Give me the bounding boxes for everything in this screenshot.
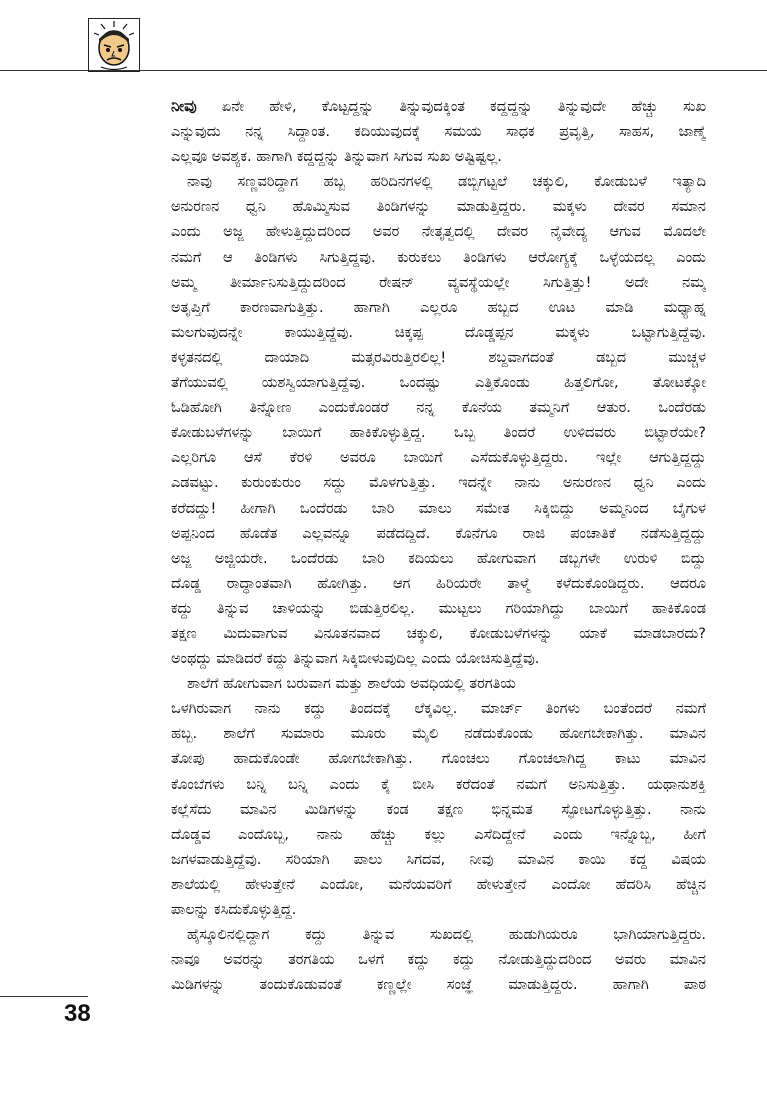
text-line: ಎಂದು ಅಜ್ಜ ಹೇಳುತ್ತಿದ್ದುದರಿಂದ ಅವರ ನೇತೃತ್ವದಲ್ಲಿ ದೇವರ ನೈವೇದ್ಯ ಆಗುವ ಮೊದಲೇ [171,224,706,241]
text-line: ಅಜ್ಜ ಅಜ್ಜಿಯರೇ. ಒಂದೆರಡು ಬಾರಿ ಕದಿಯಲು ಹೋಗುವಾಗ ಡಬ್ಬಗಳೇ ಉರುಳಿ ಬಿದ್ದು [171,550,706,567]
text-line: ಕಲ್ಲೆಸೆದು ಮಾವಿನ ಮಿಡಿಗಳನ್ನು ಕಂಡ ತಕ್ಷಣ ಭಿನ್ನಮತ ಸ್ಫೋಟಗೊಳ್ಳುತ್ತಿತ್ತು. ನಾನು [171,801,706,818]
text-line: ತೆಗೆಯುವಲ್ಲಿ ಯಶಸ್ವಿಯಾಗುತ್ತಿದ್ದೆವು. ಒಂದಷ್ಟು ಎತ್ತಿಕೊಂಡು ಹಿತ್ತಲಿಗೋ, ತೋಟಕ್ಕೋ [171,375,706,392]
text-line: ಅತೃಪ್ತಿಗೆ ಕಾರಣವಾಗುತ್ತಿತ್ತು. ಹಾಗಾಗಿ ಎಲ್ಲರೂ ಹಬ್ಬದ ಊಟ ಮಾಡಿ ಮಧ್ಯಾಹ್ನ [171,299,706,316]
text-line: ಹೈಸ್ಕೂಲಿನಲ್ಲಿದ್ದಾಗ ಕದ್ದು ತಿನ್ನುವ ಸುಖದಲ್ಲಿ ಹುಡುಗಿಯರೂ ಭಾಗಿಯಾಗುತ್ತಿದ್ದರು. [187,927,706,944]
text-line: ಶಾಲೆಯಲ್ಲಿ ಹೇಳುತ್ತೇನೆ ಎಂದೋ, ಮನೆಯವರಿಗೆ ಹೇಳುತ್ತೇನೆ ಎಂದೋ ಹೆದರಿಸಿ ಹೆಚ್ಚಿನ [171,876,706,893]
paragraph-3 [171,672,706,923]
text-line: ಶಾಲೆಗೆ ಹೋಗುವಾಗ ಬರುವಾಗ ಮತ್ತು ಶಾಲೆಯ ಅವಧಿಯಲ್ಲಿ ತರಗತಿಯ [187,676,516,693]
lead-word: ನೀವು [171,97,197,115]
text-line: ಹಬ್ಬ. ಶಾಲೆಗೆ ಸುಮಾರು ಮೂರು ಮೈಲಿ ನಡೆದುಕೊಂಡು ಹೋಗಬೇಕಾಗಿತ್ತು. ಮಾವಿನ [171,726,706,743]
paragraph-4 [171,923,706,998]
text-line: ಅಪ್ಪನಿಂದ ಹೊಡೆತ ಎಲ್ಲವನ್ನೂ ಪಡೆದದ್ದಿದೆ. ಕೊನೆಗೂ ರಾಜಿ ಪಂಚಾತಿಕೆ ನಡೆಸುತ್ತಿದ್ದದ್ದು [171,525,706,542]
text-line: ಒಳಗಿರುವಾಗ ನಾನು ಕದ್ದು ತಿಂದದಕ್ಕೆ ಲೆಕ್ಕವಿಲ್ಲ. ಮಾರ್ಚ್ ತಿಂಗಳು ಬಂತೆಂದರೆ ನಮಗೆ [171,701,706,718]
header-logo [88,18,140,72]
text-line: ಎಲ್ಲವೂ ಅವಶ್ಯಕ. ಹಾಗಾಗಿ ಕದ್ದದ್ದನ್ನು ತಿನ್ನುವಾಗ ಸಿಗುವ ಸುಖ ಅಷ್ಟಿಷ್ಟಲ್ಲ. [171,149,502,166]
text-line: ಅಂಥದ್ದು ಮಾಡಿದರೆ ಕದ್ದು ತಿನ್ನುವಾಗ ಸಿಕ್ಕಿಬೀಳುವುದಿಲ್ಲ ಎಂದು ಯೋಚಿಸುತ್ತಿದ್ದೆವು. [171,651,540,668]
text-line: ಎಡವಟ್ಟು. ಕುರುಂಕುರುಂ ಸದ್ದು ಮೊಳಗುತ್ತಿತ್ತು. ಇದನ್ನೇ ನಾನು ಅನುರಣನ ಧ್ವನಿ ಎಂದು [171,475,706,492]
text-line: ದೊಡ್ಡ ರಾದ್ಧಾಂತವಾಗಿ ಹೋಗಿತ್ತು. ಆಗ ಹಿರಿಯರೇ ತಾಳ್ಮೆ ಕಳೆದುಕೊಂಡಿದ್ದರು. ಆದರೂ [171,575,706,592]
text-line: ನಮಗೆ ಆ ತಿಂಡಿಗಳು ಸಿಗುತ್ತಿದ್ದವು. ಕುರುಕಲು ತಿಂಡಿಗಳು ಆರೋಗ್ಯಕ್ಕೆ ಒಳ್ಳೆಯದಲ್ಲ ಎಂದು [171,249,706,266]
text-line: ಎನ್ನುವುದು ನನ್ನ ಸಿದ್ದಾಂತ. ಕದಿಯುವುದಕ್ಕೆ ಸಮಯ ಸಾಧಕ ಪ್ರವೃತ್ತಿ, ಸಾಹಸ, ಜಾಣ್ಮೆ [171,124,706,141]
text-line: ಓಡಿಹೋಗಿ ತಿನ್ನೋಣ ಎಂದುಕೊಂಡರೆ ನನ್ನ ಕೊನೆಯ ತಮ್ಮನಿಗೆ ಆತುರ. ಒಂದೆರಡು [171,400,706,417]
text-line: ಪಾಲನ್ನು ಕಸಿದುಕೊಳ್ಳುತ್ತಿದ್ದ. [171,902,297,918]
paragraph-2 [171,170,706,672]
text-line: ಎಲ್ಲರಿಗೂ ಆಸೆ ಕೆರಳಿ ಅವರೂ ಬಾಯಿಗೆ ಎಸೆದುಕೊಳ್ಳುತ್ತಿದ್ದರು. ಇಲ್ಲೇ ಆಗುತ್ತಿದ್ದದ್ದು [171,450,706,467]
article-body [171,94,706,998]
header-rule [0,70,767,71]
text-line: ಕದ್ದು ತಿನ್ನುವ ಚಾಳಿಯನ್ನು ಬಿಡುತ್ತಿರಲಿಲ್ಲ. ಮುಟ್ಟಲು ಗರಿಯಾಗಿದ್ದು ಬಾಯಿಗೆ ಹಾಕಿಕೊಂಡ [171,600,706,617]
text-line: ಅನುರಣನ ಧ್ವನಿ ಹೊಮ್ಮಿಸುವ ತಿಂಡಿಗಳನ್ನು ಮಾಡುತ್ತಿದ್ದರು. ಮಕ್ಕಳು ದೇವರ ಸಮಾನ [171,199,706,216]
text-line: ಮಿಡಿಗಳನ್ನು ತಂದುಕೊಡುವಂತೆ ಕಣ್ಣಲ್ಲೇ ಸಂಜ್ಞೆ ಮಾಡುತ್ತಿದ್ದರು. ಹಾಗಾಗಿ ಪಾಠ [171,977,706,994]
cartoon-face-icon [89,19,139,71]
text-line [171,94,706,120]
text-line: ದೊಡ್ಡವ ಎಂದೊಬ್ಬ, ನಾನು ಹೆಚ್ಚು ಕಲ್ಲು ಎಸೆದಿದ್ದೇನೆ ಎಂದು ಇನ್ನೊಬ್ಬ, ಹೀಗೆ [171,826,706,843]
text-line: ಕರೆದದ್ದು! ಹೀಗಾಗಿ ಒಂದೆರಡು ಬಾರಿ ಮಾಲು ಸಮೇತ ಸಿಕ್ಕಿಬಿದ್ದು ಅಮ್ಮನಿಂದ ಬೈಗುಳ [171,500,706,517]
text-line: ಜಗಳವಾಡುತ್ತಿದ್ದೆವು. ಸರಿಯಾಗಿ ಪಾಲು ಸಿಗದವ, ನೀವು ಮಾವಿನ ಕಾಯಿ ಕದ್ದ ವಿಷಯ [171,851,706,868]
text-line: ಕೊಂಬೆಗಳು ಬನ್ನಿ ಬನ್ನಿ ಎಂದು ಕೈ ಬೀಸಿ ಕರೆದಂತೆ ನಮಗೆ ಅನಿಸುತ್ತಿತ್ತು. ಯಥಾನುಶಕ್ತಿ [171,776,706,793]
text-line: ಕೋಡುಬಳೆಗಳನ್ನು ಬಾಯಿಗೆ ಹಾಕಿಕೊಳ್ಳುತ್ತಿದ್ದ. ಒಬ್ಬ ತಿಂದರೆ ಉಳಿದವರು ಬಿಟ್ಟಾರೆಯೇ? [171,425,706,442]
text-line: ಕಳ್ಳತನದಲ್ಲಿ ದಾಯಾದಿ ಮತ್ಸರವಿರುತ್ತಿರಲಿಲ್ಲ! ಶಬ್ದವಾಗದಂತೆ ಡಬ್ಬದ ಮುಚ್ಚಳ [171,349,706,366]
text-line: ತೋಪು ಹಾದುಕೊಂಡೇ ಹೋಗಬೇಕಾಗಿತ್ತು. ಗೊಂಚಲು ಗೊಂಚಲಾಗಿದ್ದ ಕಾಟು ಮಾವಿನ [171,751,706,768]
text-line-rest: ಏನೇ ಹೇಳಿ, ಕೊಟ್ಟದ್ದನ್ನು ತಿನ್ನುವುದಕ್ಕಿಂತ ಕದ್ದದ್ದನ್ನು ತಿನ್ನುವುದೇ ಹೆಚ್ಚು ಸುಖ [196,99,706,115]
text-line: ತಕ್ಷಣ ಮಿದುವಾಗುವ ವಿನೂತನವಾದ ಚಕ್ಕುಲಿ, ಕೋಡುಬಳೆಗಳನ್ನು ಯಾಕೆ ಮಾಡಬಾರದು? [171,625,706,642]
text-line: ನಾವೂ ಅವರನ್ನು ತರಗತಿಯ ಒಳಗೆ ಕದ್ದು ಕದ್ದು ನೋಡುತ್ತಿದ್ದುದರಿಂದ ಅವರು ಮಾವಿನ [171,952,706,969]
paragraph-1 [171,94,706,170]
text-line: ನಾವು ಸಣ್ಣವರಿದ್ದಾಗ ಹಬ್ಬ ಹರಿದಿನಗಳಲ್ಲಿ ಡಬ್ಬಿಗಟ್ಟಲೆ ಚಕ್ಕುಲಿ, ಕೋಡುಬಳೆ ಇತ್ಯಾದಿ [187,174,706,191]
text-line: ಅಮ್ಮ ತೀರ್ಮಾನಿಸುತ್ತಿದ್ದುದರಿಂದ ರೇಷನ್ ವ್ಯವಸ್ಥೆಯಲ್ಲೇ ಸಿಗುತ್ತಿತ್ತು! ಅದೇ ನಮ್ಮ [171,274,706,291]
text-line: ಮಲಗುವುದನ್ನೇ ಕಾಯುತ್ತಿದ್ದೆವು. ಚಿಕ್ಕಪ್ಪ ದೊಡ್ಡಪ್ಪನ ಮಕ್ಕಳು ಒಟ್ಟಾಗುತ್ತಿದ್ದೆವು. [171,324,706,341]
page-number: 38 [64,1000,91,1027]
footer-rule [0,996,88,997]
